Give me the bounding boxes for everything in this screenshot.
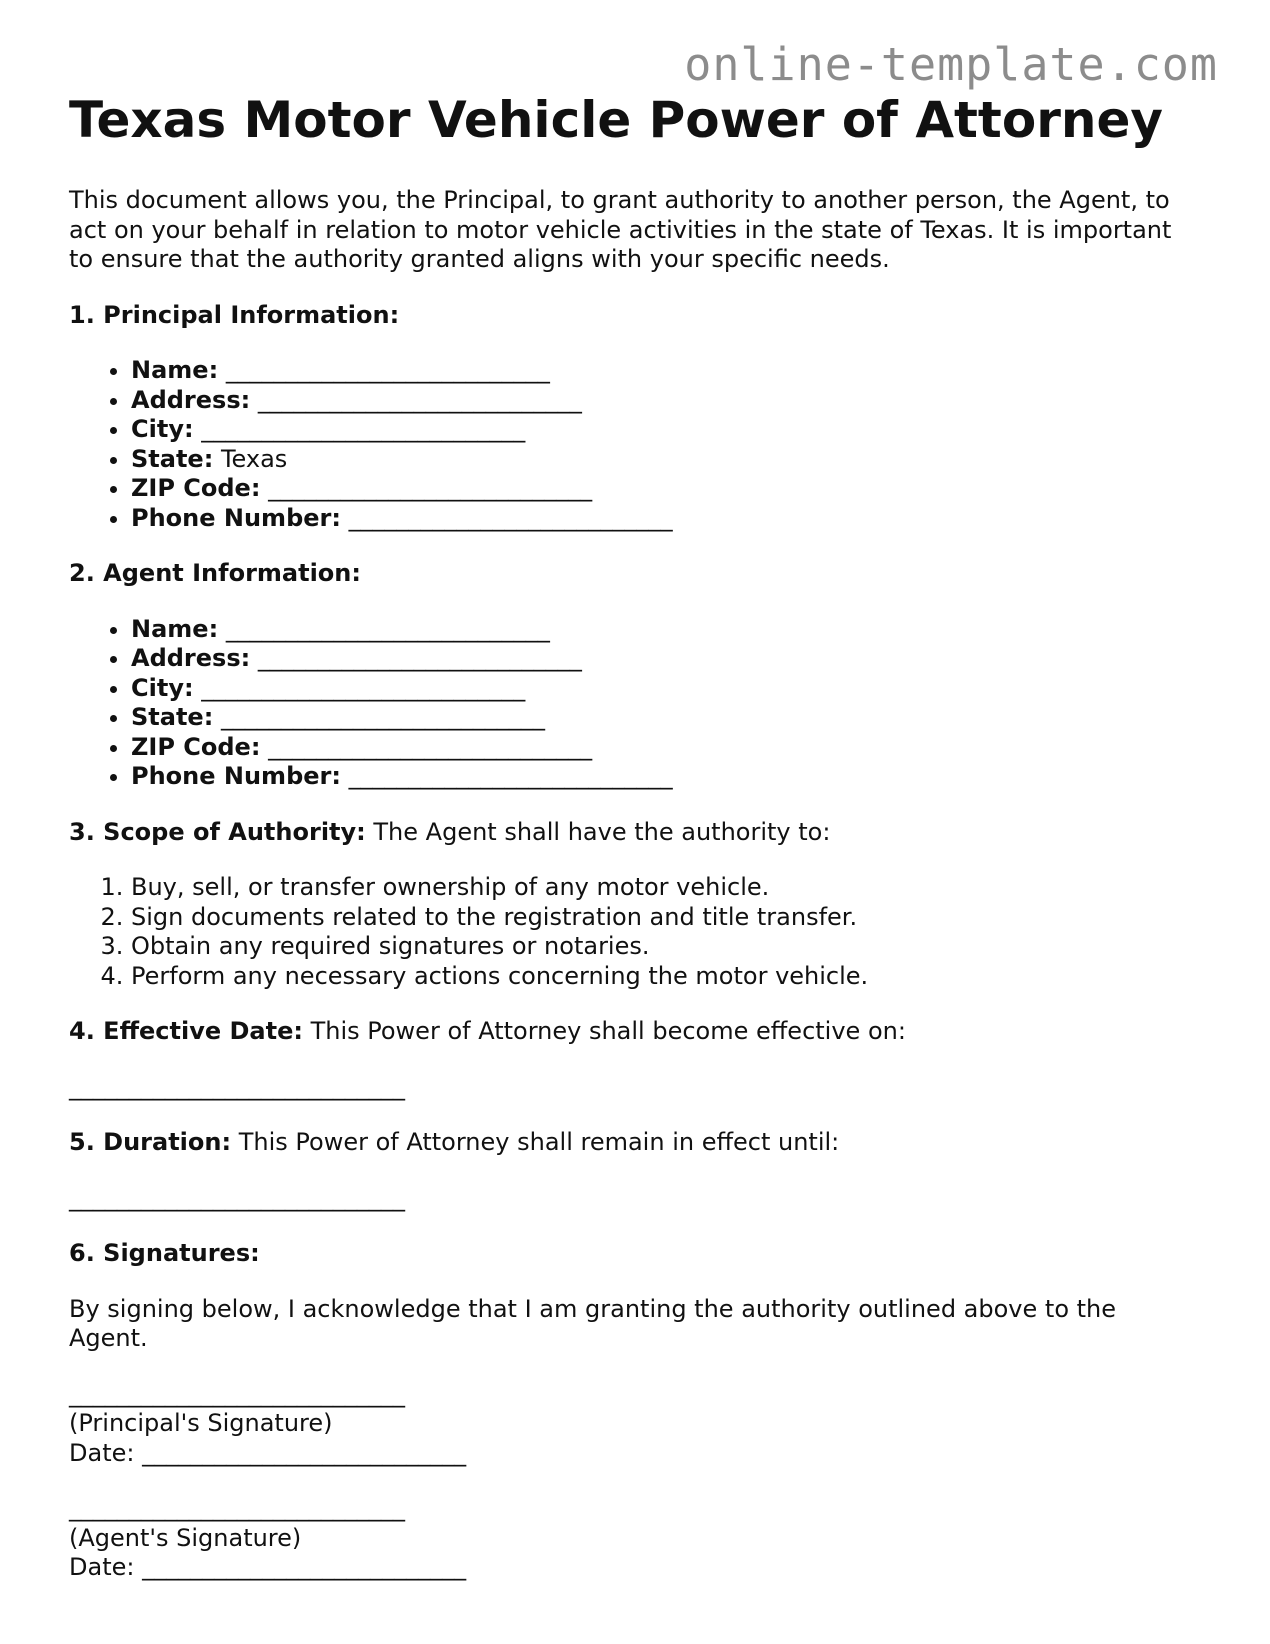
field-value: ___________________________ bbox=[257, 644, 582, 672]
field-value: ___________________________ bbox=[348, 503, 673, 532]
agent-zip-field[interactable] bbox=[131, 733, 1199, 763]
field-value: Texas bbox=[220, 444, 288, 473]
agent-signature-block bbox=[69, 1494, 1199, 1583]
signatures-acknowledgement: By signing below, I acknowledge that I am granting the authority outlined above to the Agent. bbox=[69, 1294, 1117, 1352]
principal-signature-line[interactable]: ____________________________ bbox=[69, 1379, 405, 1408]
agent-signature-line[interactable]: ____________________________ bbox=[69, 1494, 405, 1522]
duration-paragraph bbox=[69, 1128, 1199, 1158]
field-label: Address: bbox=[131, 385, 251, 414]
effective-date-line[interactable]: ____________________________ bbox=[69, 1072, 405, 1101]
scope-text: The Agent shall have the authority to: bbox=[365, 817, 831, 846]
scope-item: 4. Perform any necessary actions concerning the motor vehicle. bbox=[131, 962, 1199, 992]
principal-city-field[interactable] bbox=[131, 415, 1199, 445]
principal-field-list bbox=[69, 356, 1199, 533]
field-label: State: bbox=[131, 444, 214, 473]
agent-phone-field[interactable] bbox=[131, 762, 1199, 792]
field-value: ___________________________ bbox=[257, 385, 582, 414]
scope-item: 1. Buy, sell, or transfer ownership of any motor vehicle. bbox=[131, 873, 1199, 903]
field-label: Phone Number: bbox=[131, 762, 341, 790]
field-value: ___________________________ bbox=[225, 356, 550, 384]
field-value: ___________________________ bbox=[268, 732, 593, 761]
principal-date-line[interactable]: ___________________________ bbox=[142, 1438, 467, 1467]
field-value: ___________________________ bbox=[225, 614, 550, 643]
field-value: ___________________________ bbox=[201, 415, 526, 443]
scope-list bbox=[69, 873, 1199, 991]
scope-heading: 3. Scope of Authority: bbox=[69, 817, 366, 846]
field-value: ___________________________ bbox=[201, 673, 526, 702]
effective-date-text: This Power of Attorney shall become effective on: bbox=[302, 1017, 906, 1045]
agent-date-label: Date: bbox=[69, 1553, 135, 1581]
agent-field-list bbox=[69, 615, 1199, 792]
intro-paragraph: This document allows you, the Principal, to grant authority to another person, the Agent, to act on your behalf in relation to motor vehicle activities in the state of Texas. It is important to ensure that the authority granted aligns with your specific needs. bbox=[69, 186, 1172, 273]
field-label: Address: bbox=[131, 644, 251, 672]
scope-item: 2. Sign documents related to the registration and title transfer. bbox=[131, 903, 1199, 933]
principal-zip-field[interactable] bbox=[131, 474, 1199, 504]
document-title: Texas Motor Vehicle Power of Attorney bbox=[69, 91, 1163, 149]
duration-line[interactable]: ____________________________ bbox=[69, 1183, 405, 1212]
principal-name-field[interactable] bbox=[131, 356, 1199, 386]
field-label: ZIP Code: bbox=[131, 732, 261, 761]
field-label: Name: bbox=[131, 356, 219, 384]
duration-heading: 5. Duration: bbox=[69, 1128, 232, 1156]
field-label: Name: bbox=[131, 614, 219, 643]
principal-phone-field[interactable] bbox=[131, 504, 1199, 534]
agent-name-field[interactable] bbox=[131, 615, 1199, 645]
field-value: ___________________________ bbox=[220, 703, 545, 731]
scope-item: 3. Obtain any required signatures or notaries. bbox=[131, 932, 1199, 962]
principal-address-field[interactable] bbox=[131, 386, 1199, 416]
agent-address-field[interactable] bbox=[131, 644, 1199, 674]
duration-text: This Power of Attorney shall remain in effect until: bbox=[231, 1128, 840, 1156]
scope-paragraph bbox=[69, 818, 1199, 848]
principal-signature-block bbox=[69, 1380, 1199, 1469]
principal-state-field bbox=[131, 445, 1199, 475]
signatures-heading: 6. Signatures: bbox=[69, 1239, 260, 1267]
watermark: online-template.com bbox=[684, 38, 1218, 91]
field-value: ___________________________ bbox=[348, 762, 673, 790]
field-value: ___________________________ bbox=[268, 474, 593, 502]
agent-signature-caption: (Agent's Signature) bbox=[69, 1523, 302, 1552]
principal-date-row bbox=[69, 1439, 1199, 1469]
agent-date-line[interactable]: ___________________________ bbox=[142, 1553, 467, 1581]
effective-date-heading: 4. Effective Date: bbox=[69, 1017, 303, 1045]
agent-city-field[interactable] bbox=[131, 674, 1199, 704]
effective-date-paragraph bbox=[69, 1017, 1199, 1047]
agent-heading: 2. Agent Information: bbox=[69, 559, 361, 587]
field-label: City: bbox=[131, 673, 194, 702]
document-page bbox=[69, 88, 1199, 1609]
field-label: Phone Number: bbox=[131, 503, 341, 532]
principal-signature-caption: (Principal's Signature) bbox=[69, 1409, 333, 1437]
principal-heading: 1. Principal Information: bbox=[69, 300, 400, 329]
agent-state-field[interactable] bbox=[131, 703, 1199, 733]
field-label: City: bbox=[131, 415, 194, 443]
principal-date-label: Date: bbox=[69, 1438, 135, 1467]
field-label: ZIP Code: bbox=[131, 474, 261, 502]
field-label: State: bbox=[131, 703, 214, 731]
agent-date-row bbox=[69, 1553, 1199, 1583]
